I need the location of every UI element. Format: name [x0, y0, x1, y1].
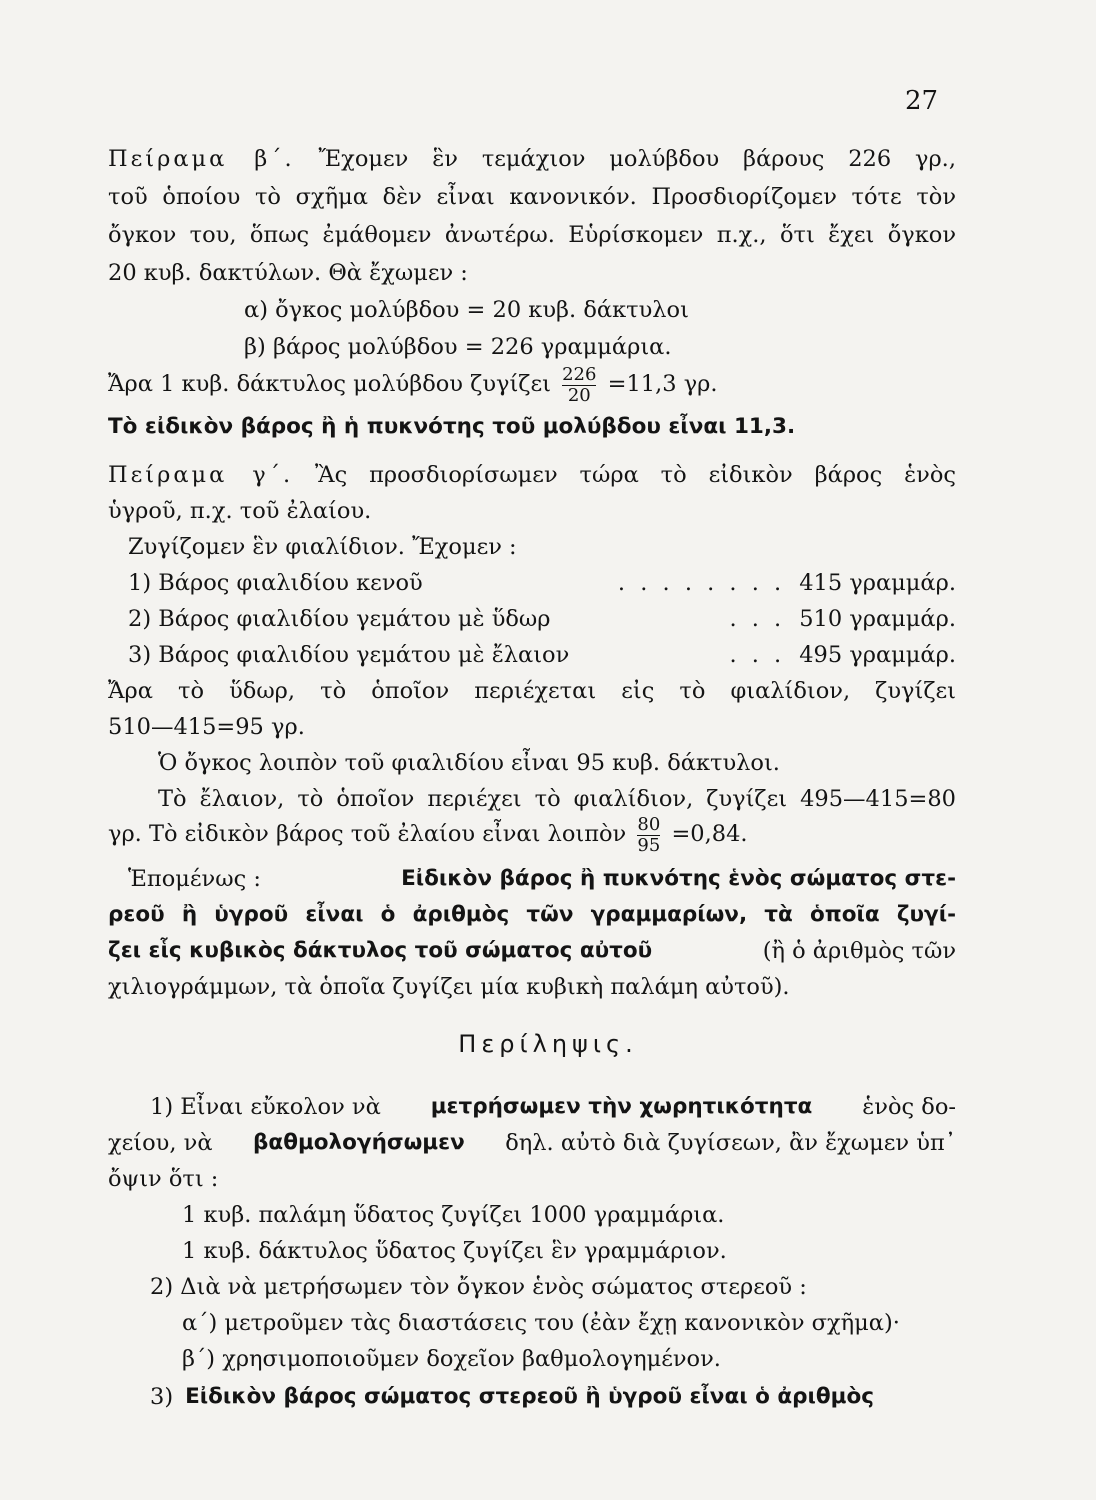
exp-c-text-1: Ἂς προσδιορίσωμεν τώρα τὸ εἰδικὸν βάρος ἑνὸς: [315, 462, 957, 488]
exp-b-calc-result: =11,3 γρ.: [607, 371, 718, 397]
summary-p1-bold: μετρήσωμεν τὴν χωρητικότητα: [430, 1094, 813, 1119]
exp-b-text-1: Ἔχομεν ἓν τεμάχιον μολύβδου βάρους 226 γρ.,: [318, 146, 956, 172]
exp-b-label: Πείραμα β΄.: [108, 146, 295, 172]
exp-b-volume: α) ὄγκος μολύβδου = 20 κυβ. δάκτυλοι: [244, 297, 689, 323]
exp-b-calc: [108, 362, 908, 406]
summary-p1-line-1: [150, 1090, 956, 1124]
summary-p1-line-5: 1 κυβ. δάκτυλος ὕδατος ζυγίζει ἓν γραμμάριον.: [182, 1238, 727, 1264]
weight-row-dots: . . .: [729, 642, 786, 668]
summary-p1-text: 1) Εἶναι εὔκολον νὰ: [150, 1094, 381, 1120]
exp-b-line-1: [108, 142, 956, 176]
exp-c-line-7: Τὸ ἔλαιον, τὸ ὁποῖον περιέχει τὸ φιαλίδιον, ζυγίζει 495—415=80: [158, 786, 956, 812]
conclusion-prefix: Ἑπομένως :: [128, 866, 261, 892]
conclusion-line-1: [128, 862, 956, 896]
exp-c-line-3: Ζυγίζομεν ἓν φιαλίδιον. Ἔχομεν :: [128, 534, 517, 560]
weight-row-dots: . . .: [729, 606, 786, 632]
summary-p2-line-1: 2) Διὰ νὰ μετρήσωμεν τὸν ὄγκον ἑνὸς σώματος στερεοῦ :: [150, 1274, 807, 1300]
exp-c-line-6: Ὁ ὄγκος λοιπὸν τοῦ φιαλιδίου εἶναι 95 κυβ. δάκτυλοι.: [158, 750, 780, 776]
summary-p3-bold: Εἰδικὸν βάρος σώματος στερεοῦ ἢ ὑγροῦ εἶναι ὁ ἀριθμὸς: [185, 1384, 874, 1409]
exp-c-calc: [108, 812, 908, 856]
summary-p2-line-3: β΄) χρησιμοποιοῦμεν δοχεῖον βαθμολογημένον.: [182, 1346, 721, 1372]
fraction-226-20: [562, 365, 596, 406]
summary-p3-num: 3): [150, 1384, 174, 1410]
exp-b-line-3: ὄγκον του, ὅπως ἐμάθομεν ἀνωτέρω. Εὑρίσκομεν π.χ., ὅτι ἔχει ὄγκον: [108, 222, 956, 248]
weight-row-value: 510 γραμμάρ.: [799, 606, 956, 632]
summary-p1-line-2: [108, 1126, 956, 1160]
fraction-numerator: 80: [637, 813, 661, 835]
exp-c-line-4: Ἄρα τὸ ὕδωρ, τὸ ὁποῖον περιέχεται εἰς τὸ φιαλίδιον, ζυγίζει: [108, 678, 956, 704]
summary-p1-l2-pre: χείου, νὰ: [108, 1130, 213, 1156]
summary-p1-l2-post: δηλ. αὐτὸ διὰ ζυγίσεων, ἂν ἔχωμεν ὑπ᾿: [505, 1130, 956, 1156]
weight-row-value: 495 γραμμάρ.: [799, 642, 956, 668]
exp-c-line-1: [108, 458, 956, 492]
weight-row-label: 3) Βάρος φιαλιδίου γεμάτου μὲ ἔλαιον: [128, 642, 570, 668]
conclusion-line-4: χιλιογράμμων, τὰ ὁποῖα ζυγίζει μία κυβικὴ παλάμη αὐτοῦ).: [108, 974, 790, 1000]
conclusion-post-3: (ἢ ὁ ἀριθμὸς τῶν: [762, 938, 956, 964]
weight-row-1: [128, 566, 956, 600]
fraction-denominator: 95: [637, 834, 661, 856]
summary-p1-line-3: ὄψιν ὅτι :: [108, 1166, 219, 1192]
exp-c-calc-result: =0,84.: [671, 821, 748, 847]
fraction-numerator: 226: [562, 363, 597, 385]
exp-b-line-2: τοῦ ὁποίου τὸ σχῆμα δὲν εἶναι κανονικόν. Προσδιορίζομεν τότε τὸν: [108, 184, 956, 210]
weight-row-3: [128, 638, 956, 672]
weight-row-value: 415 γραμμάρ.: [799, 570, 956, 596]
exp-c-calc-text: γρ. Τὸ εἰδικὸν βάρος τοῦ ἐλαίου εἶναι λοιπὸν: [108, 821, 627, 847]
summary-p2-line-2: α΄) μετροῦμεν τὰς διαστάσεις του (ἐὰν ἔχῃ κανονικὸν σχῆμα)·: [182, 1310, 900, 1336]
fraction-80-95: [637, 815, 660, 856]
exp-b-weight: β) βάρος μολύβδου = 226 γραμμάρια.: [244, 334, 672, 360]
summary-title: Περίληψις.: [458, 1030, 638, 1058]
exp-b-calc-text: Ἄρα 1 κυβ. δάκτυλος μολύβδου ζυγίζει: [108, 371, 551, 397]
page-number: 27: [905, 86, 939, 116]
conclusion-bold-3: ζει εἷς κυβικὸς δάκτυλος τοῦ σώματος αὐτοῦ: [108, 938, 653, 963]
exp-c-line-2: ὑγροῦ, π.χ. τοῦ ἐλαίου.: [108, 498, 372, 524]
exp-c-line-5: 510—415=95 γρ.: [108, 714, 305, 740]
weight-row-label: 1) Βάρος φιαλιδίου κενοῦ: [128, 570, 423, 596]
weight-row-label: 2) Βάρος φιαλιδίου γεμάτου μὲ ὕδωρ: [128, 606, 551, 632]
weight-row-dots: . . . . . . . .: [617, 570, 786, 596]
conclusion-line-2: ρεοῦ ἢ ὑγροῦ εἶναι ὁ ἀριθμὸς τῶν γραμμαρίων, τὰ ὁποῖα ζυγί-: [108, 902, 956, 927]
summary-p1-post: ἑνὸς δο-: [862, 1094, 956, 1120]
fraction-denominator: 20: [562, 385, 596, 406]
summary-p3-line-1: [150, 1380, 956, 1414]
conclusion-line-3: [108, 934, 956, 968]
conclusion-bold-1: Εἰδικὸν βάρος ἢ πυκνότης ἑνὸς σώματος στε-: [401, 866, 956, 891]
exp-b-conclusion: Τὸ εἰδικὸν βάρος ἢ ἡ πυκνότης τοῦ μολύβδου εἶναι 11,3.: [108, 414, 796, 439]
summary-p1-l2-bold: βαθμολογήσωμεν: [253, 1130, 465, 1155]
summary-p1-line-4: 1 κυβ. παλάμη ὕδατος ζυγίζει 1000 γραμμάρια.: [182, 1202, 725, 1228]
exp-c-label: Πείραμα γ΄.: [108, 462, 294, 488]
weight-row-2: [128, 602, 956, 636]
exp-b-line-4: 20 κυβ. δακτύλων. Θὰ ἔχωμεν :: [108, 260, 468, 286]
